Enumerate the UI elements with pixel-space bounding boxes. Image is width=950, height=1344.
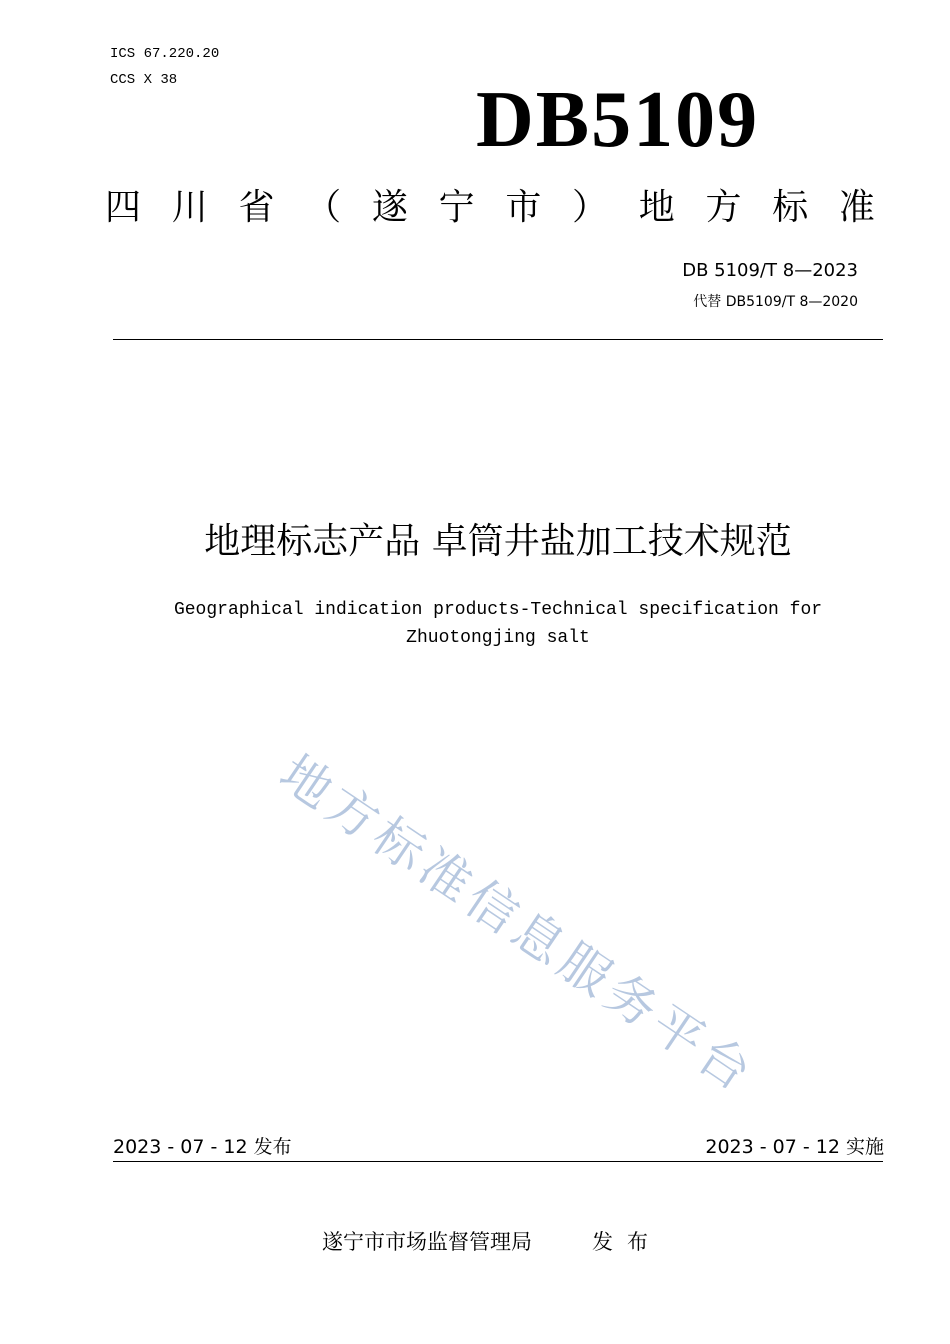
issuing-authority: 遂宁市市场监督管理局 <box>322 1230 532 1254</box>
issue-action: 发布 <box>592 1230 662 1254</box>
local-standard-char: 四 <box>105 187 142 228</box>
standard-number: DB 5109/T 8—2023 <box>682 260 858 281</box>
local-standard-char: 方 <box>705 187 742 228</box>
ccs-code: CCS X 38 <box>110 72 178 88</box>
local-standard-char: 市 <box>505 187 542 228</box>
document-title-english-line2: Zhuotongjing salt <box>406 628 590 648</box>
local-standard-char: （ <box>305 187 342 228</box>
header-divider <box>113 339 883 340</box>
watermark: 地方标准信息服务平台 <box>269 743 767 1105</box>
local-standard-char: ） <box>572 187 609 228</box>
local-standard-char: 准 <box>838 187 875 228</box>
standard-code-logo: DB5109 <box>476 76 760 164</box>
footer-divider <box>113 1161 883 1162</box>
local-standard-char: 地 <box>638 187 675 228</box>
ics-code: ICS 67.220.20 <box>110 46 220 62</box>
local-standard-char: 宁 <box>438 187 475 228</box>
local-standard-char: 川 <box>171 187 208 228</box>
local-standard-char: 遂 <box>371 187 408 228</box>
local-standard-char: 省 <box>238 187 275 228</box>
document-title-chinese: 地理标志产品 卓筒井盐加工技术规范 <box>204 521 792 562</box>
implement-date: 2023 - 07 - 12 实施 <box>705 1136 884 1158</box>
local-standard-heading <box>105 180 875 236</box>
document-title-english-line1: Geographical indication products-Technical specification for <box>173 600 823 620</box>
publish-date: 2023 - 07 - 12 发布 <box>113 1136 292 1158</box>
local-standard-char: 标 <box>772 187 809 228</box>
replaces-standard: 代替 DB5109/T 8—2020 <box>693 294 858 310</box>
